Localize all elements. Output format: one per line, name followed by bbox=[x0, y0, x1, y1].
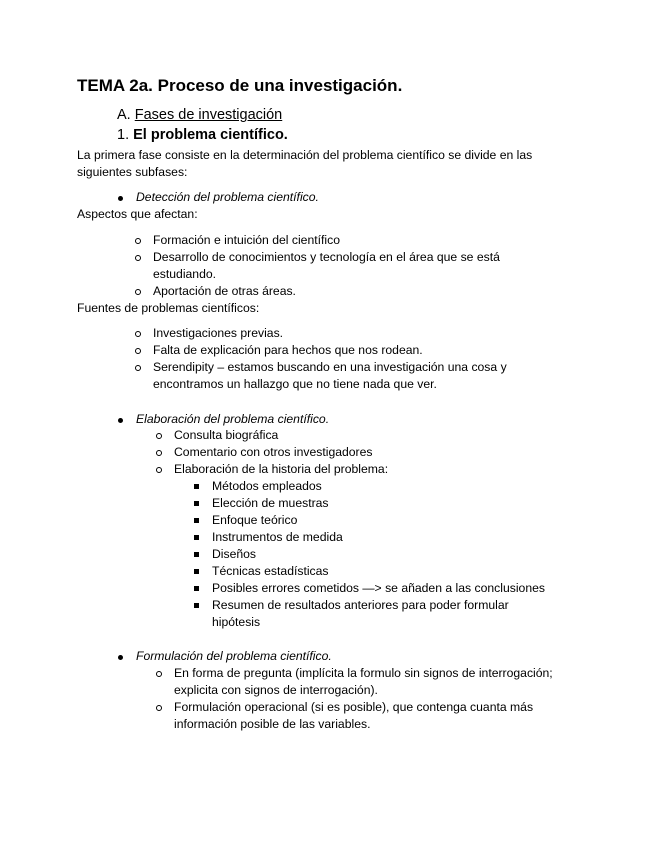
bullet-dot-icon bbox=[118, 196, 123, 201]
historia-item: Métodos empleados bbox=[212, 479, 322, 493]
section-a-marker: A. bbox=[117, 107, 131, 123]
historia-item: Posibles errores cometidos —> se añaden a las conclusiones bbox=[212, 581, 545, 595]
bullet-circle-icon bbox=[135, 238, 141, 244]
historia-item-continuation: hipótesis bbox=[212, 615, 261, 629]
aspecto-item: Desarrollo de conocimientos y tecnología en el área que se está bbox=[153, 250, 500, 264]
bullet-circle-icon bbox=[135, 348, 141, 354]
elaboracion-item: Consulta biográfica bbox=[174, 428, 279, 442]
bullet-circle-icon bbox=[156, 450, 162, 456]
fuente-item-continuation: encontramos un hallazgo que no tiene nada que ver. bbox=[153, 377, 437, 391]
bullet-circle-icon bbox=[135, 365, 141, 371]
formulacion-item: Formulación operacional (si es posible), que contenga cuanta más bbox=[174, 700, 534, 714]
bullet-dot-icon bbox=[118, 655, 123, 660]
bullet-square-icon bbox=[194, 501, 199, 506]
bullet-circle-icon bbox=[156, 433, 162, 439]
aspecto-item-continuation: estudiando. bbox=[153, 267, 217, 281]
elaboracion-item: Elaboración de la historia del problema: bbox=[174, 462, 389, 476]
aspecto-item: Aportación de otras áreas. bbox=[153, 284, 296, 298]
historia-item: Diseños bbox=[212, 547, 257, 561]
bullet-dot-icon bbox=[118, 418, 123, 423]
bullet-square-icon bbox=[194, 535, 199, 540]
bullet-circle-icon bbox=[135, 289, 141, 295]
section-1-marker: 1. bbox=[117, 127, 130, 143]
elaboracion-heading: Elaboración del problema científico. bbox=[136, 412, 330, 426]
formulacion-heading: Formulación del problema científico. bbox=[136, 649, 332, 663]
intro-line-2: siguientes subfases: bbox=[77, 165, 188, 179]
elaboracion-item: Comentario con otros investigadores bbox=[174, 445, 373, 459]
historia-item: Técnicas estadísticas bbox=[212, 564, 329, 578]
historia-item: Resumen de resultados anteriores para poder formular bbox=[212, 598, 509, 612]
fuentes-label: Fuentes de problemas científicos: bbox=[77, 301, 260, 315]
bullet-circle-icon bbox=[135, 331, 141, 337]
section-1-label: El problema científico. bbox=[133, 127, 288, 143]
bullet-square-icon bbox=[194, 518, 199, 523]
bullet-square-icon bbox=[194, 552, 199, 557]
bullet-circle-icon bbox=[156, 467, 162, 473]
fuente-item: Falta de explicación para hechos que nos rodean. bbox=[153, 343, 423, 357]
section-1-heading bbox=[117, 127, 288, 144]
formulacion-item: En forma de pregunta (implícita la formulo sin signos de interrogación; bbox=[174, 666, 553, 680]
historia-item: Enfoque teórico bbox=[212, 513, 298, 527]
aspecto-item: Formación e intuición del científico bbox=[153, 233, 340, 247]
page-title: TEMA 2a. Proceso de una investigación. bbox=[77, 76, 403, 95]
bullet-circle-icon bbox=[156, 705, 162, 711]
fuente-item: Serendipity – estamos buscando en una investigación una cosa y bbox=[153, 360, 507, 374]
bullet-square-icon bbox=[194, 603, 199, 608]
bullet-circle-icon bbox=[135, 255, 141, 261]
bullet-circle-icon bbox=[156, 671, 162, 677]
section-a-label: Fases de investigación bbox=[134, 107, 283, 123]
intro-line-1: La primera fase consiste en la determinación del problema científico se divide en las bbox=[77, 148, 533, 162]
bullet-square-icon bbox=[194, 484, 199, 489]
formulacion-item-continuation: información posible de las variables. bbox=[174, 717, 371, 731]
aspectos-label: Aspectos que afectan: bbox=[77, 207, 198, 221]
formulacion-item-continuation: explicita con signos de interrogación). bbox=[174, 683, 378, 697]
deteccion-heading: Detección del problema científico. bbox=[136, 190, 319, 204]
section-a-heading bbox=[117, 107, 282, 124]
fuente-item: Investigaciones previas. bbox=[153, 326, 284, 340]
bullet-square-icon bbox=[194, 569, 199, 574]
historia-item: Instrumentos de medida bbox=[212, 530, 343, 544]
historia-item: Elección de muestras bbox=[212, 496, 329, 510]
bullet-square-icon bbox=[194, 586, 199, 591]
